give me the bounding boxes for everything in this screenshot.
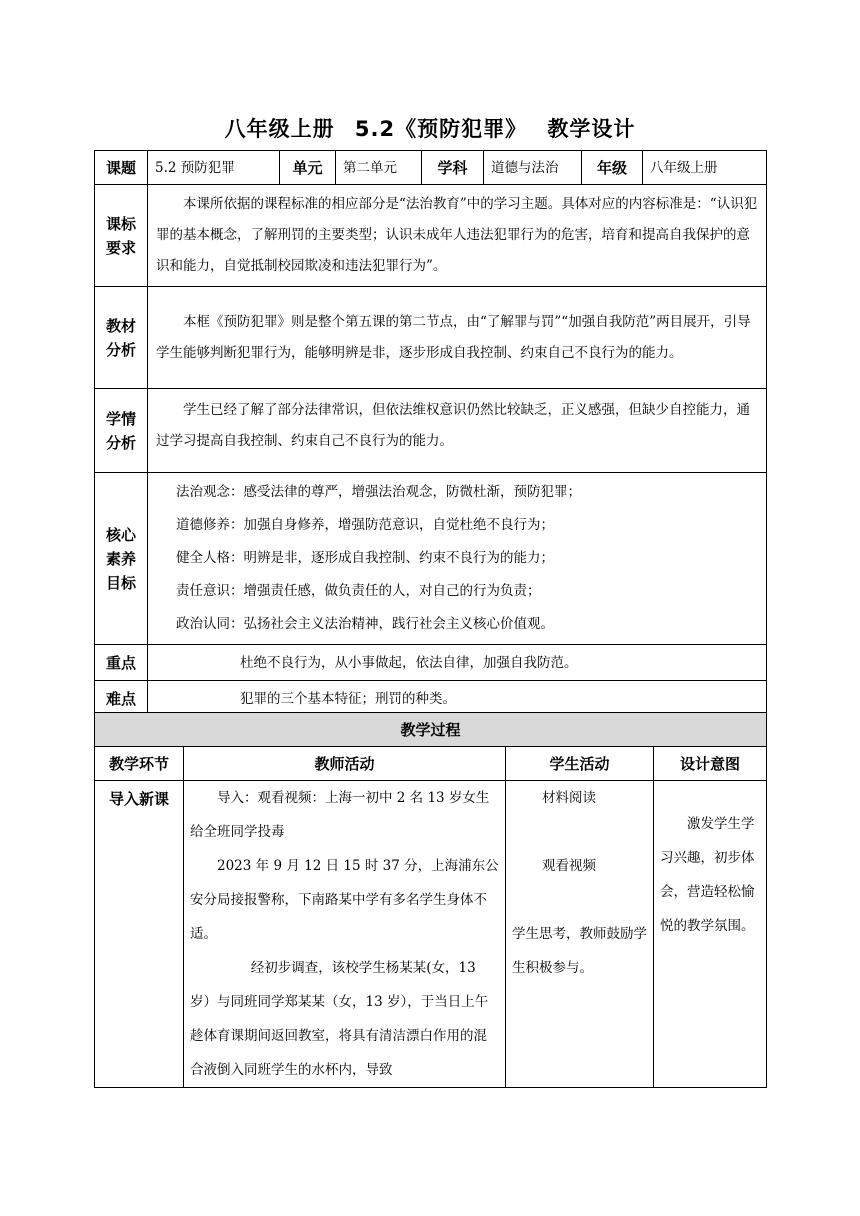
- student-item: 观看视频: [542, 858, 596, 874]
- goal-item: 健全人格：明辨是非，逐形成自我控制、约束不良行为的能力；: [176, 550, 554, 566]
- process-table: [94, 712, 767, 1088]
- difficult-label: 难点: [95, 681, 148, 717]
- col-intent: 设计意图: [654, 747, 767, 781]
- goals-list: [148, 473, 767, 645]
- goal-item: 政治认同：弘扬社会主义法治精神，践行社会主义核心价值观。: [176, 616, 554, 632]
- grade-value: 八年级上册: [643, 151, 767, 185]
- design-intent: 激发学生学习兴趣，初步体会，营造轻松愉悦的教学氛围。: [654, 781, 767, 1088]
- teacher-paragraph: 2023 年 9 月 12 日 15 时 37 分，上海浦东公安分局接报警称，下南路某中学有多名学生身体不适。: [190, 858, 499, 942]
- unit-value: 第二单元: [336, 151, 422, 185]
- curriculum-text: 本课所依据的课程标准的相应部分是“法治教育”中的学习主题。具体对应的内容标准是：“认识犯罪的基本概念，了解刑罚的主要类型；认识未成年人违法犯罪行为的危害，培育和提高自我保护的意识和能力，自觉抵制校园欺凌和违法犯罪行为”。: [148, 185, 767, 287]
- title-grade: 八年级上册: [224, 117, 335, 141]
- subject-label: 学科: [422, 151, 484, 185]
- student-item: 学生思考，教师鼓励学生积极参与。: [512, 926, 647, 976]
- textbook-text: 本框《预防犯罪》则是整个第五课的第二节点，由“了解罪与罚”“加强自我防范”两目展开，引导学生能够判断犯罪行为，能够明辨是非，逐步形成自我控制、约束自己不良行为的能力。: [148, 287, 767, 389]
- students-text: 学生已经了解了部分法律常识，但依法维权意识仍然比较缺乏，正义感强，但缺少自控能力，通过学习提高自我控制、约束自己不良行为的能力。: [148, 389, 767, 473]
- title-suffix: 教学设计: [547, 117, 636, 141]
- goal-item: 法治观念：感受法律的尊严，增强法治观念，防微杜渐，预防犯罪；: [176, 484, 581, 500]
- teacher-activity: [184, 781, 506, 1088]
- student-item: 材料阅读: [542, 790, 596, 806]
- key-text: 杜绝不良行为，从小事做起，依法自律，加强自我防范。: [148, 645, 767, 681]
- col-teacher: 教师活动: [184, 747, 506, 781]
- document-title: [0, 113, 860, 143]
- stage-intro: 导入新课: [95, 781, 184, 1088]
- goal-item: 道德修养：加强自身修养，增强防范意识，自觉杜绝不良行为；: [176, 517, 554, 533]
- title-lesson: 5.2《预防犯罪》: [354, 117, 528, 141]
- col-stage: 教学环节: [95, 747, 184, 781]
- difficult-text: 犯罪的三个基本特征；刑罚的种类。: [148, 681, 767, 717]
- students-label: 学情分析: [95, 389, 148, 473]
- textbook-label: 教材分析: [95, 287, 148, 389]
- goal-item: 责任意识：增强责任感，做负责任的人，对自己的行为负责；: [176, 583, 541, 599]
- key-label: 重点: [95, 645, 148, 681]
- goals-label: 核心素养目标: [95, 473, 148, 645]
- lesson-value: 5.2 预防犯罪: [148, 151, 280, 185]
- teacher-paragraph: 导入：观看视频：上海一初中 2 名 13 岁女生给全班同学投毒: [190, 790, 490, 840]
- unit-label: 单元: [280, 151, 336, 185]
- info-table: [94, 150, 767, 717]
- subject-value: 道德与法治: [484, 151, 582, 185]
- col-student: 学生活动: [506, 747, 654, 781]
- curriculum-label: 课标要求: [95, 185, 148, 287]
- student-activity: [506, 781, 654, 1088]
- grade-label: 年级: [582, 151, 643, 185]
- process-header: 教学过程: [95, 713, 767, 747]
- teacher-paragraph: 经初步调查，该校学生杨某某(女，13 岁）与同班同学郑某某（女，13 岁），于当日上午趁体育课期间返回教室，将具有清洁漂白作用的混合液倒入同班学生的水杯内，导致: [190, 960, 489, 1078]
- lesson-label: 课题: [95, 151, 148, 185]
